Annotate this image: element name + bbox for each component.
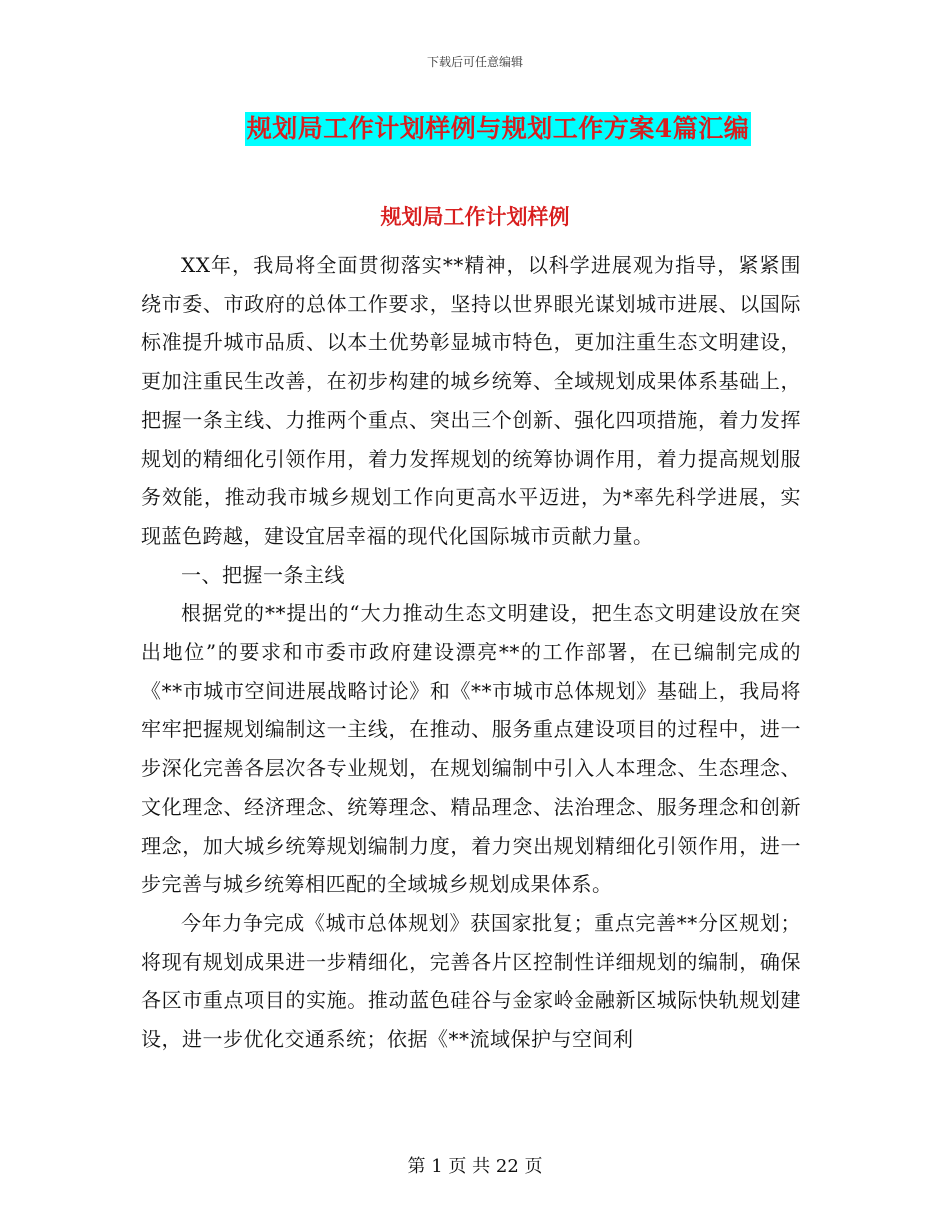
- paragraph-intro: XX年，我局将全面贯彻落实**精神，以科学进展观为指导，紧紧围绕市委、市政府的总体工作要求，坚持以世界眼光谋划城市进展、以国际标准提升城市品质、以本土优势彰显城市特色，更加注重生态文明建设，更加注重民生改善，在初步构建的城乡统筹、全域规划成果体系基础上，把握一条主线、力推两个重点、突出三个创新、强化四项措施，着力发挥规划的精细化引领作用，着力发挥规划的统筹协调作用，着力提高规划服务效能，推动我市城乡规划工作向更高水平迈进，为*率先科学进展，实现蓝色跨越，建设宜居幸福的现代化国际城市贡献力量。: [141, 253, 801, 548]
- footer-page-number: 1: [431, 1156, 443, 1177]
- footer-prefix: 第: [407, 1156, 426, 1177]
- footer-middle: 页 共: [448, 1156, 491, 1177]
- footer-total-pages: 22: [495, 1156, 519, 1177]
- section-title: 规划局工作计划样例: [380, 204, 570, 229]
- document-title: 规划局工作计划样例与规划工作方案4篇汇编: [245, 112, 751, 146]
- document-title-container: [0, 112, 950, 146]
- header-note: 下载后可任意编辑: [426, 55, 523, 69]
- page-footer: [0, 1152, 950, 1178]
- paragraph-heading-main-line: 一、把握一条主线: [181, 562, 345, 587]
- paragraph-main-line: 根据党的**提出的“大力推动生态文明建设，把生态文明建设放在突出地位”的要求和市委市政府建设漂亮**的工作部署，在已编制完成的《**市城市空间进展战略讨论》和《**市城市总体规划》基础上，我局将牢牢把握规划编制这一主线，在推动、服务重点建设项目的过程中，进一步深化完善各层次各专业规划，在规划编制中引入人本理念、生态理念、文化理念、经济理念、统筹理念、精品理念、法治理念、服务理念和创新理念，加大城乡统筹规划编制力度，着力突出规划精细化引领作用，进一步完善与城乡统筹相匹配的全域城乡规划成果体系。: [141, 601, 801, 897]
- footer-suffix: 页: [524, 1156, 543, 1177]
- document-body: [141, 246, 801, 1059]
- paragraph-this-year: 今年力争完成《城市总体规划》获国家批复；重点完善**分区规划；将现有规划成果进一步精细化，完善各片区控制性详细规划的编制，确保各区市重点项目的实施。推动蓝色硅谷与金家岭金融新区城际快轨规划建设，进一步优化交通系统；依据《**流域保护与空间利: [141, 910, 801, 1052]
